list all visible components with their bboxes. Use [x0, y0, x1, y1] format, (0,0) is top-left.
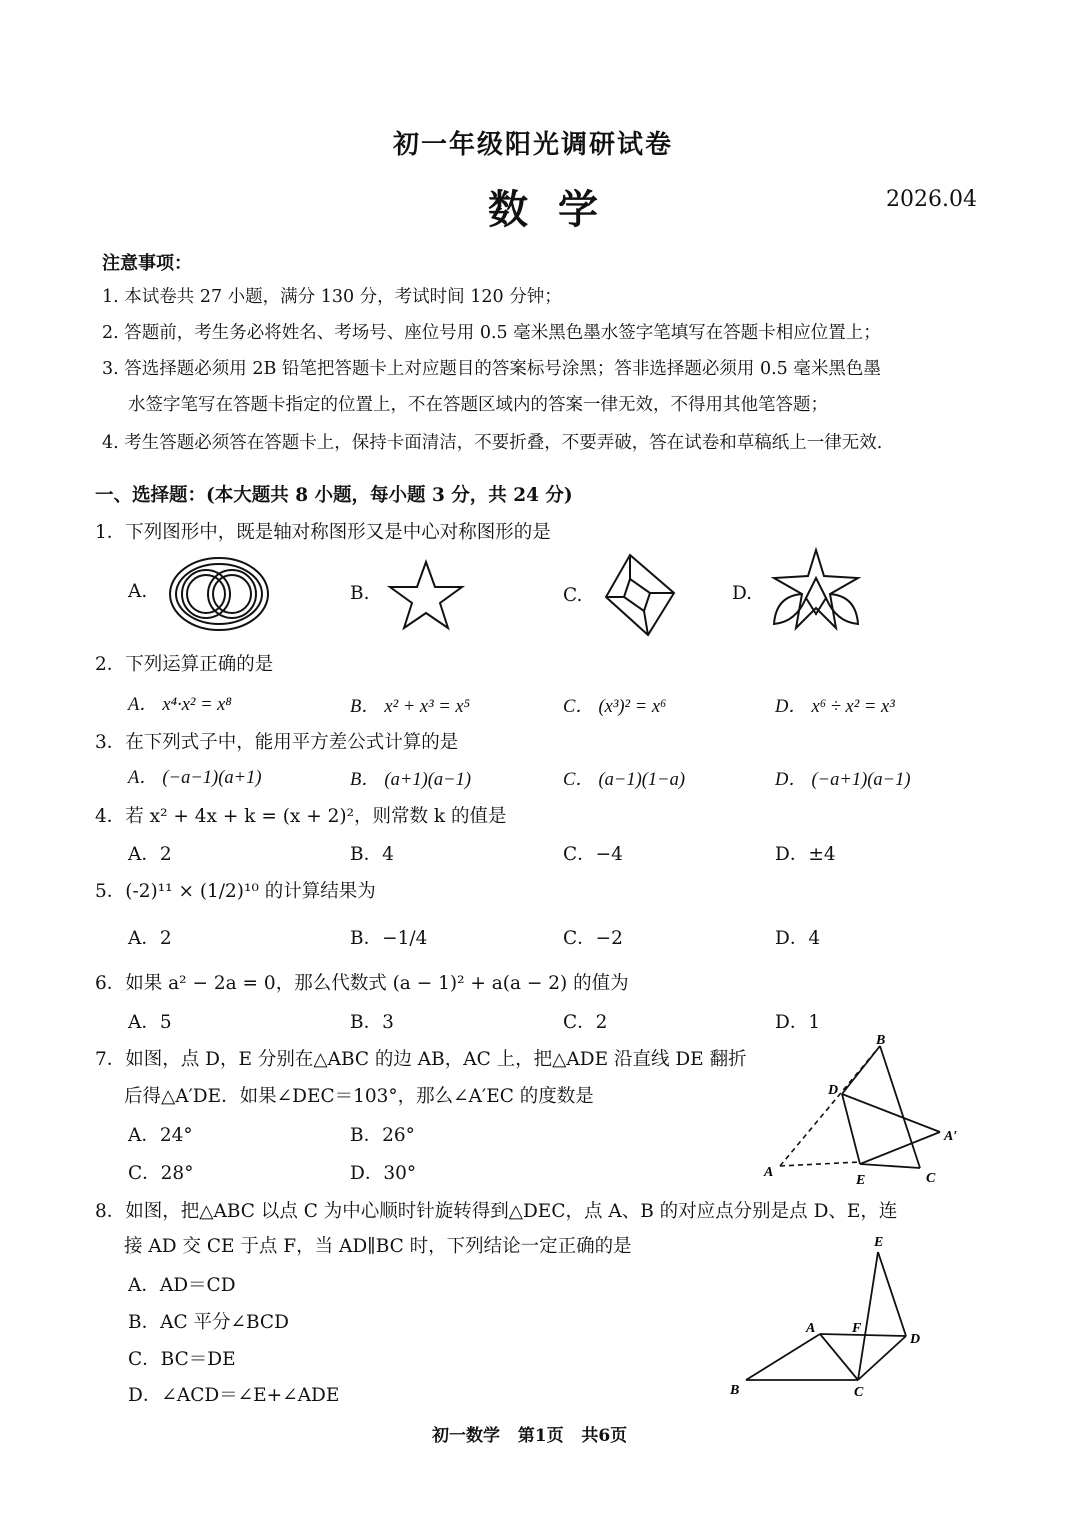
question-5-stem: 5．(-2)¹¹ × (1/2)¹⁰ 的计算结果为 — [95, 881, 376, 902]
q8-label-f: F — [852, 1321, 862, 1336]
q6-option-c: C．2 — [563, 1012, 608, 1033]
question-7-stem-line1: 7．如图，点 D，E 分别在△ABC 的边 AB，AC 上，把△ADE 沿直线 DE 翻折 — [95, 1049, 747, 1070]
question-2-stem: 2．下列运算正确的是 — [95, 654, 274, 675]
figure-flower-star — [770, 548, 862, 638]
q3-option-d: D． (−a+1)(a−1) — [775, 770, 911, 790]
q7-figure-folded-triangle — [760, 1032, 970, 1192]
question-3-stem: 3．在下列式子中，能用平方差公式计算的是 — [95, 732, 459, 753]
notice-item: 4. 考生答题必须答在答题卡上，保持卡面清洁，不要折叠，不要弄破，答在试卷和草稿纸上一律无效. — [102, 433, 883, 453]
q8-label-e: E — [874, 1235, 884, 1250]
q1-option-d-label: D. — [732, 583, 753, 604]
notice-item: 3. 答选择题必须用 2B 铅笔把答题卡上对应题目的答案标号涂黑；答非选择题必须用 0.5 毫米黑色墨 — [102, 359, 881, 379]
q6-option-d: D．1 — [775, 1012, 821, 1033]
section-title: 一、选择题：(本大题共 8 小题，每小题 3 分，共 24 分) — [95, 485, 573, 506]
q1-option-a-label: A. — [128, 581, 148, 602]
figure-five-point-star — [388, 560, 464, 630]
exam-title: 初一年级阳光调研试卷 — [393, 130, 674, 160]
q7-label-a-prime: A′ — [944, 1129, 958, 1144]
q2-option-b: B． x² + x³ = x⁵ — [350, 697, 471, 717]
q7-option-d: D．30° — [350, 1163, 417, 1184]
q8-label-a: A — [806, 1321, 816, 1336]
q2-option-a: A． x⁴·x² = x⁸ — [128, 695, 232, 715]
q1-option-c-label: C. — [563, 585, 583, 606]
q5-option-a: A．2 — [128, 928, 172, 949]
q4-option-a: A．2 — [128, 844, 172, 865]
question-1-stem: 1．下列图形中，既是轴对称图形又是中心对称图形的是 — [95, 522, 551, 543]
figure-pinwheel-square — [604, 553, 676, 637]
q7-label-c: C — [926, 1171, 936, 1186]
q8-label-c: C — [854, 1385, 864, 1400]
q7-label-e: E — [856, 1173, 866, 1188]
page-footer: 初一数学 第1页 共6页 — [432, 1426, 628, 1446]
q8-option-d: D．∠ACD＝∠E+∠ADE — [128, 1385, 340, 1406]
notice-item: 水签字笔写在答题卡指定的位置上，不在答题区域内的答案一律无效，不得用其他笔答题； — [128, 395, 828, 415]
q3-option-c: C． (a−1)(1−a) — [563, 770, 686, 790]
q4-option-b: B．4 — [350, 844, 394, 865]
notice-title: 注意事项： — [102, 253, 192, 274]
q7-label-a: A — [764, 1165, 774, 1180]
q2-option-d: D． x⁶ ÷ x² = x³ — [775, 697, 895, 717]
question-8-stem-line2: 接 AD 交 CE 于点 F，当 AD∥BC 时，下列结论一定正确的是 — [124, 1236, 632, 1257]
q7-label-d: D — [828, 1083, 839, 1098]
q8-option-c: C．BC＝DE — [128, 1349, 236, 1370]
q8-option-b: B．AC 平分∠BCD — [128, 1312, 289, 1333]
q2-option-c: C． (x³)² = x⁶ — [563, 697, 667, 717]
q8-option-a: A．AD＝CD — [128, 1275, 236, 1296]
q6-option-b: B．3 — [350, 1012, 394, 1033]
q4-option-c: C．−4 — [563, 844, 623, 865]
q3-option-a: A． (−a−1)(a+1) — [128, 768, 262, 788]
q7-option-b: B．26° — [350, 1125, 415, 1146]
notice-item: 1. 本试卷共 27 小题，满分 130 分，考试时间 120 分钟； — [102, 287, 562, 307]
q6-option-a: A．5 — [128, 1012, 172, 1033]
q5-option-b: B．−1/4 — [350, 928, 428, 949]
question-6-stem: 6．如果 a² − 2a = 0，那么代数式 (a − 1)² + a(a − 2) 的值为 — [95, 973, 629, 994]
q7-option-c: C．28° — [128, 1163, 194, 1184]
q5-option-d: D．4 — [775, 928, 821, 949]
q5-option-c: C．−2 — [563, 928, 623, 949]
q8-label-b: B — [730, 1383, 740, 1398]
q7-label-b: B — [876, 1033, 886, 1048]
q8-label-d: D — [910, 1332, 921, 1347]
exam-date: 2026.04 — [886, 187, 977, 212]
q7-option-a: A．24° — [128, 1125, 193, 1146]
question-7-stem-line2: 后得△A′DE．如果∠DEC＝103°，那么∠A′EC 的度数是 — [124, 1086, 594, 1107]
q1-option-b-label: B. — [350, 583, 370, 604]
q3-option-b: B． (a+1)(a−1) — [350, 770, 472, 790]
notice-item: 2. 答题前，考生务必将姓名、考场号、座位号用 0.5 毫米黑色墨水签字笔填写在答题卡相应位置上； — [102, 323, 881, 343]
q4-option-d: D．±4 — [775, 844, 836, 865]
question-4-stem: 4．若 x² + 4x + k = (x + 2)²，则常数 k 的值是 — [95, 806, 507, 827]
figure-interlocked-rings — [168, 556, 270, 632]
q8-figure-rotated-triangle — [726, 1230, 936, 1405]
question-8-stem-line1: 8．如图，把△ABC 以点 C 为中心顺时针旋转得到△DEC，点 A、B 的对应点分别是点 D、E，连 — [95, 1201, 898, 1222]
subject-title: 数学 — [488, 186, 628, 233]
